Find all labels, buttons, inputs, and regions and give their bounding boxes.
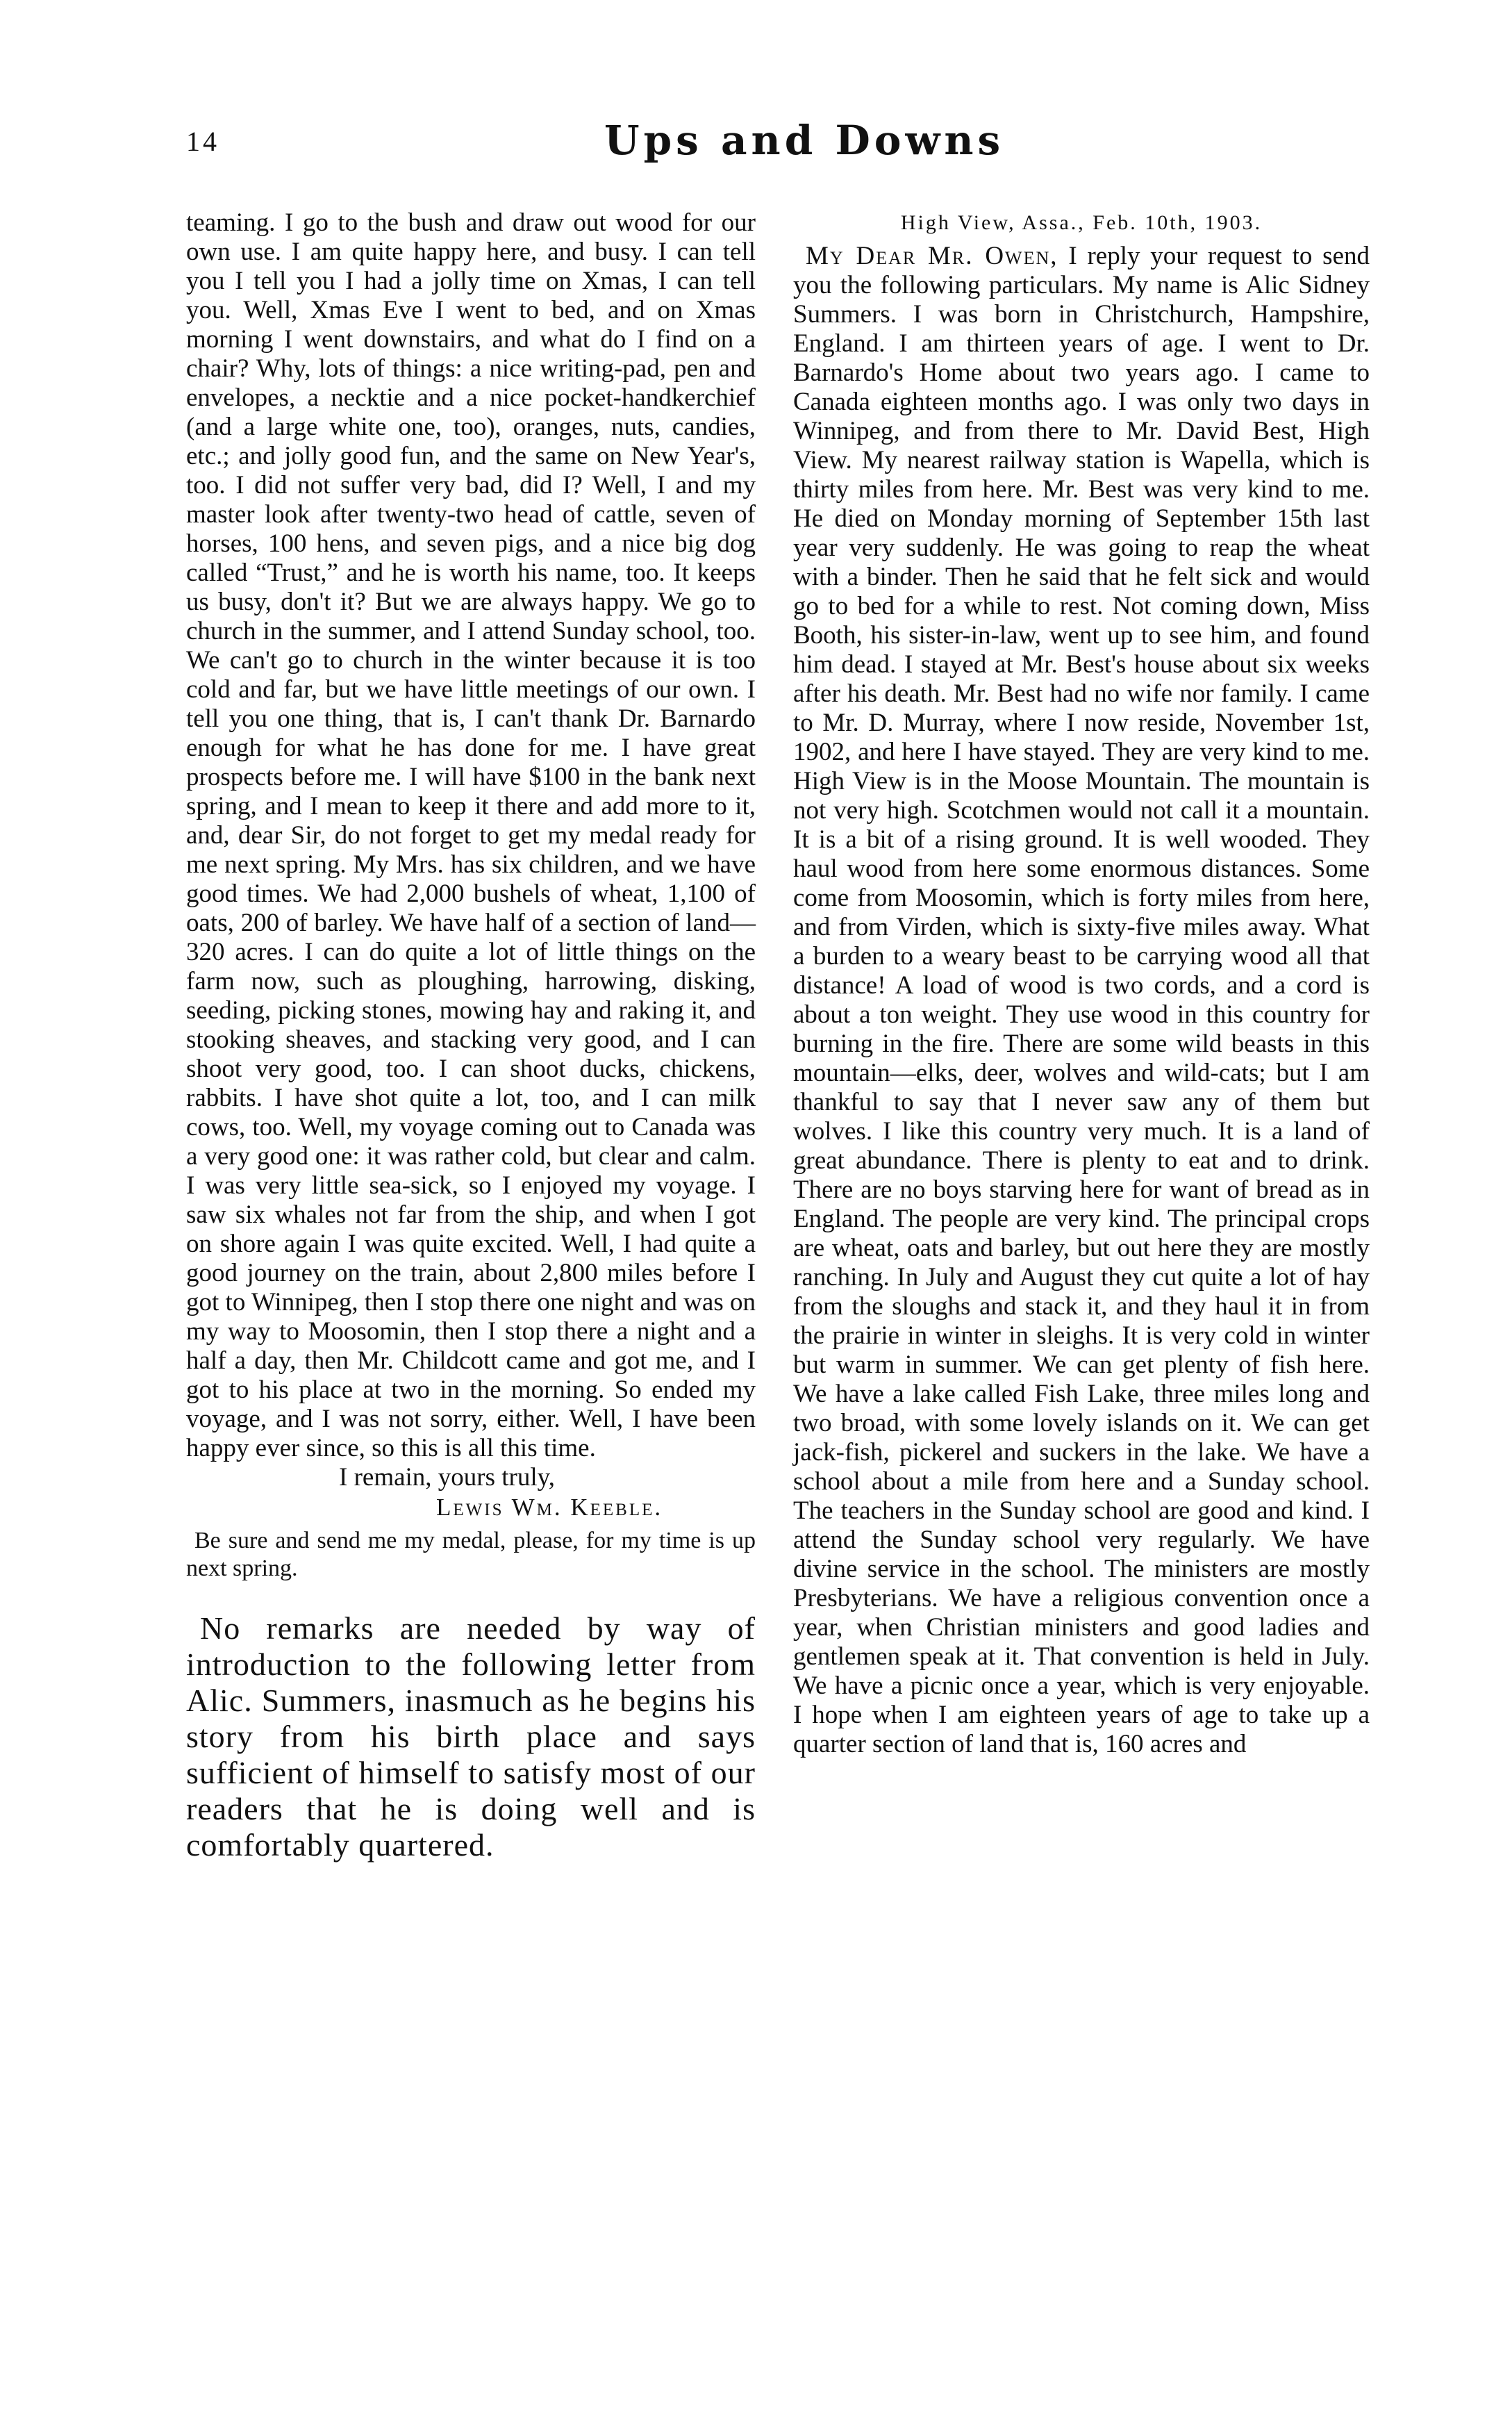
letter-postscript: Be sure and send me my medal, please, for my time is up next spring.: [186, 1528, 756, 1581]
summers-letter-body: [793, 242, 1370, 1759]
page-header: [0, 117, 1512, 165]
summers-letter-text: I reply your request to send you the following particulars. My name is Alic Sidney Summers. I was born in Christchurch, Hampshire, England. I am thirteen years of age. I went to Dr. Barnardo's Home about two years ago. I came to Canada eighteen months ago. I was only two days in Winnipeg, and from there to Mr. David Best, High View. My nearest railway station is Wapella, which is thirty miles from here. Mr. Best was very kind to me. He died on Monday morning of September 15th last year very suddenly. He was going to reap the wheat with a binder. Then he said that he felt sick and would go to bed for a while to rest. Not coming down, Miss Booth, his sister-in-law, went up to see him, and found him dead. I stayed at Mr. Best's house about six weeks after his death. Mr. Best had no wife nor family. I came to Mr. D. Murray, where I now reside, November 1st, 1902, and here I have stayed. They are very kind to me. High View is in the Moose Mountain. The mountain is not very high. Scotchmen would not call it a mountain. It is a bit of a rising ground. It is well wooded. They haul wood from here some enormous distances. Some come from Moosomin, which is forty miles from here, and from Virden, which is sixty-five miles away. What a burden to a weary beast to be carrying wood all that distance! A load of wood is two cords, and a cord is about a ton weight. They use wood in this country for burning in the fire. There are some wild beasts in this mountain—elks, deer, wolves and wild-cats; but I am thankful to say that I never saw any of them but wolves. I like this country very much. It is a land of great abundance. There is plenty to eat and to drink. There are no boys starving here for want of bread as in England. The people are very kind. The principal crops are wheat, oats and barley, but out here they are mostly ranching. In July and August they cut quite a lot of hay from the sloughs and stack it, and they haul it in from the prairie in winter in sleighs. It is very cold in winter but warm in summer. We can get plenty of fish here. We have a lake called Fish Lake, three miles long and two broad, with some lovely islands on it. We can get jack-fish, pickerel and suckers in the lake. We have a school about a mile from here and a Sunday school. The teachers in the Sunday school are good and kind. I attend the Sunday school very regularly. We have divine service in the school. The ministers are mostly Presbyterians. We have a religious convention once a year, when Christian ministers and good ladies and gentlemen speak at it. That convention is held in July. We have a picnic once a year, which is very enjoyable. I hope when I am eighteen years of age to take up a quarter section of land that is, 160 acres and: [793, 242, 1370, 1758]
editorial-introduction: No remarks are needed by way of introduction to the following letter from Alic. Summers, inasmuch as he begins his story from his birth place and says sufficient of himself to satisfy most of our readers that he is doing well and is comfortably quartered.: [186, 1610, 756, 1863]
running-title: Ups and Downs: [604, 117, 1005, 164]
letter-dateline: High View, Assa., Feb. 10th, 1903.: [900, 211, 1263, 234]
page-number: 14: [186, 126, 219, 157]
keeble-letter-body: teaming. I go to the bush and draw out wood for our own use. I am quite happy here, and busy. I can tell you I tell you I had a jolly time on Xmas, I can tell you. Well, Xmas Eve I went to bed, and on Xmas morning I went downstairs, and what do I find on a chair? Why, lots of things: a nice writing-pad, pen and envelopes, a necktie and a nice pocket-handkerchief (and a large white one, too), oranges, nuts, candies, etc.; and jolly good fun, and the same on New Year's, too. I did not suffer very bad, did I? Well, I and my master look after twenty-two head of cattle, seven of horses, 100 hens, and seven pigs, and a nice big dog called “Trust,” and he is worth his name, too. It keeps us busy, don't it? But we are always happy. We go to church in the summer, and I attend Sunday school, too. We can't go to church in the winter because it is too cold and far, but we have little meetings of our own. I tell you one thing, that is, I can't thank Dr. Barnardo enough for what he has done for me. I have great prospects before me. I will have $100 in the bank next spring, and I mean to keep it there and add more to it, and, dear Sir, do not forget to get my medal ready for me next spring. My Mrs. has six children, and we have good times. We had 2,000 bushels of wheat, 1,100 of oats, 200 of barley. We have half of a section of land—320 acres. I can do quite a lot of little things on the farm now, such as ploughing, harrowing, disking, seeding, picking stones, mowing hay and raking it, and stooking sheaves, and stacking very good, and I can shoot very good, too. I can shoot ducks, chickens, rabbits. I have shot quite a lot, too, and I can milk cows, too. Well, my voyage coming out to Canada was a very good one: it was rather cold, but clear and calm. I was very little sea-sick, so I enjoyed my voyage. I saw six whales not far from the ship, and when I got on shore again I was quite excited. Well, I had quite a good journey on the train, about 2,800 miles before I got to Winnipeg, then I stop there one night and was on my way to Moosomin, then I stop there a night and a half a day, then Mr. Childcott came and got me, and I got to his place at two in the morning. So ended my voyage, and I was not sorry, either. Well, I have been happy ever since, so this is all this time.: [186, 208, 756, 1462]
letter-closing: I remain, yours truly,: [339, 1463, 555, 1492]
letter-signature: Lewis Wm. Keeble.: [436, 1494, 663, 1521]
letter-salutation: My Dear Mr. Owen,: [806, 242, 1058, 270]
left-column: [186, 208, 756, 1863]
right-column: [793, 208, 1370, 1759]
